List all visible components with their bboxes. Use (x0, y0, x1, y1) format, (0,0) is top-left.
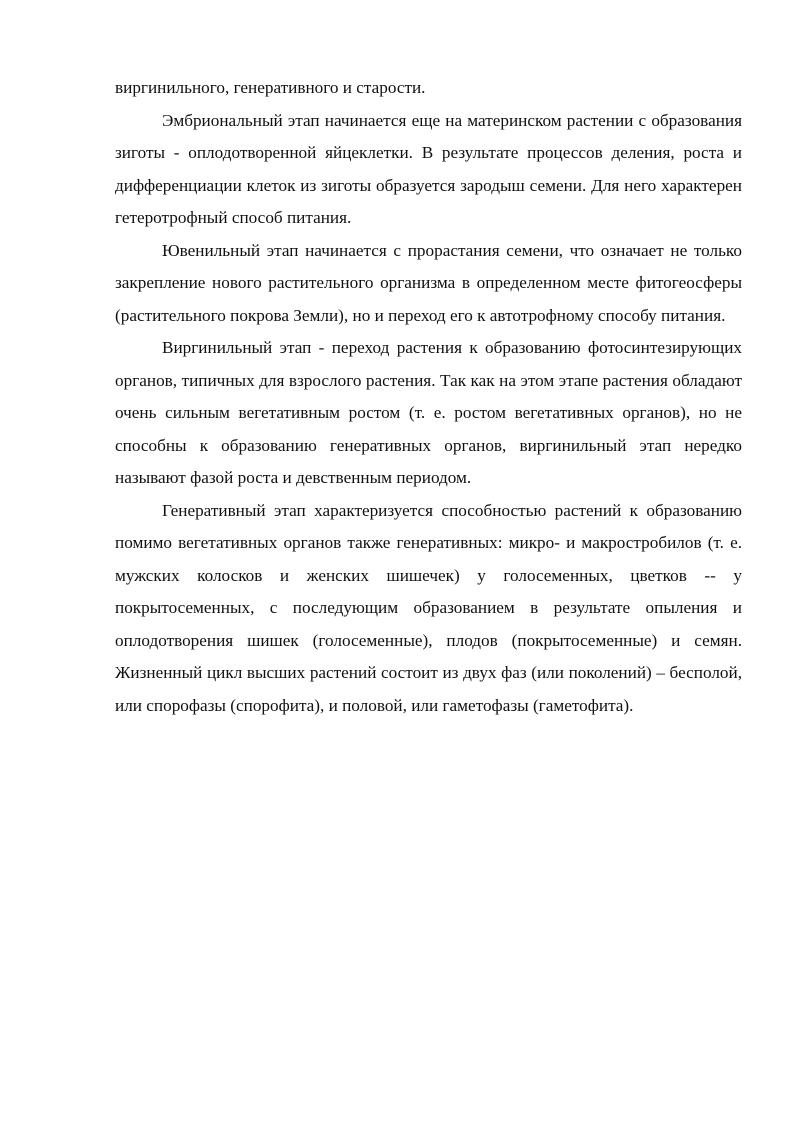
document-body (115, 72, 742, 722)
paragraph-generative-stage: Генеративный этап характеризуется способностью растений к образованию помимо вегетативных органов также генеративных: микро- и макростробилов (т. е. мужских колосков и женских шишечек) у голосеменных, цветков -- у покрытосеменных, с последующим образованием в результате опыления и оплодотворения шишек (голосеменные), плодов (покрытосеменные) и семян. Жизненный цикл высших растений состоит из двух фаз (или поколений) – бесполой, или спорофазы (спорофита), и половой, или гаметофазы (гаметофита). (115, 500, 742, 715)
paragraph-continuation: виргинильного, генеративного и старости. (115, 78, 426, 97)
paragraph-juvenile-stage: Ювенильный этап начинается с прорастания семени, что означает не только закрепление нового растительного организма в определенном месте фитогеосферы (растительного покрова Земли), но и переход его к автотрофному способу питания. (115, 240, 742, 325)
paragraph-embryonic-stage: Эмбриональный этап начинается еще на материнском растении с образования зиготы - оплодотворенной яйцеклетки. В результате процессов деления, роста и дифференциации клеток из зиготы образуется зародыш семени. Для него характерен гетеротрофный способ питания. (115, 110, 742, 227)
paragraph-virginile-stage: Виргинильный этап - переход растения к образованию фотосинтезирующих органов, типичных для взрослого растения. Так как на этом этапе растения обладают очень сильным вегетативным ростом (т. е. ростом вегетативных органов), но не способны к образованию генеративных органов, виргинильный этап нередко называют фазой роста и девственным периодом. (115, 338, 742, 487)
